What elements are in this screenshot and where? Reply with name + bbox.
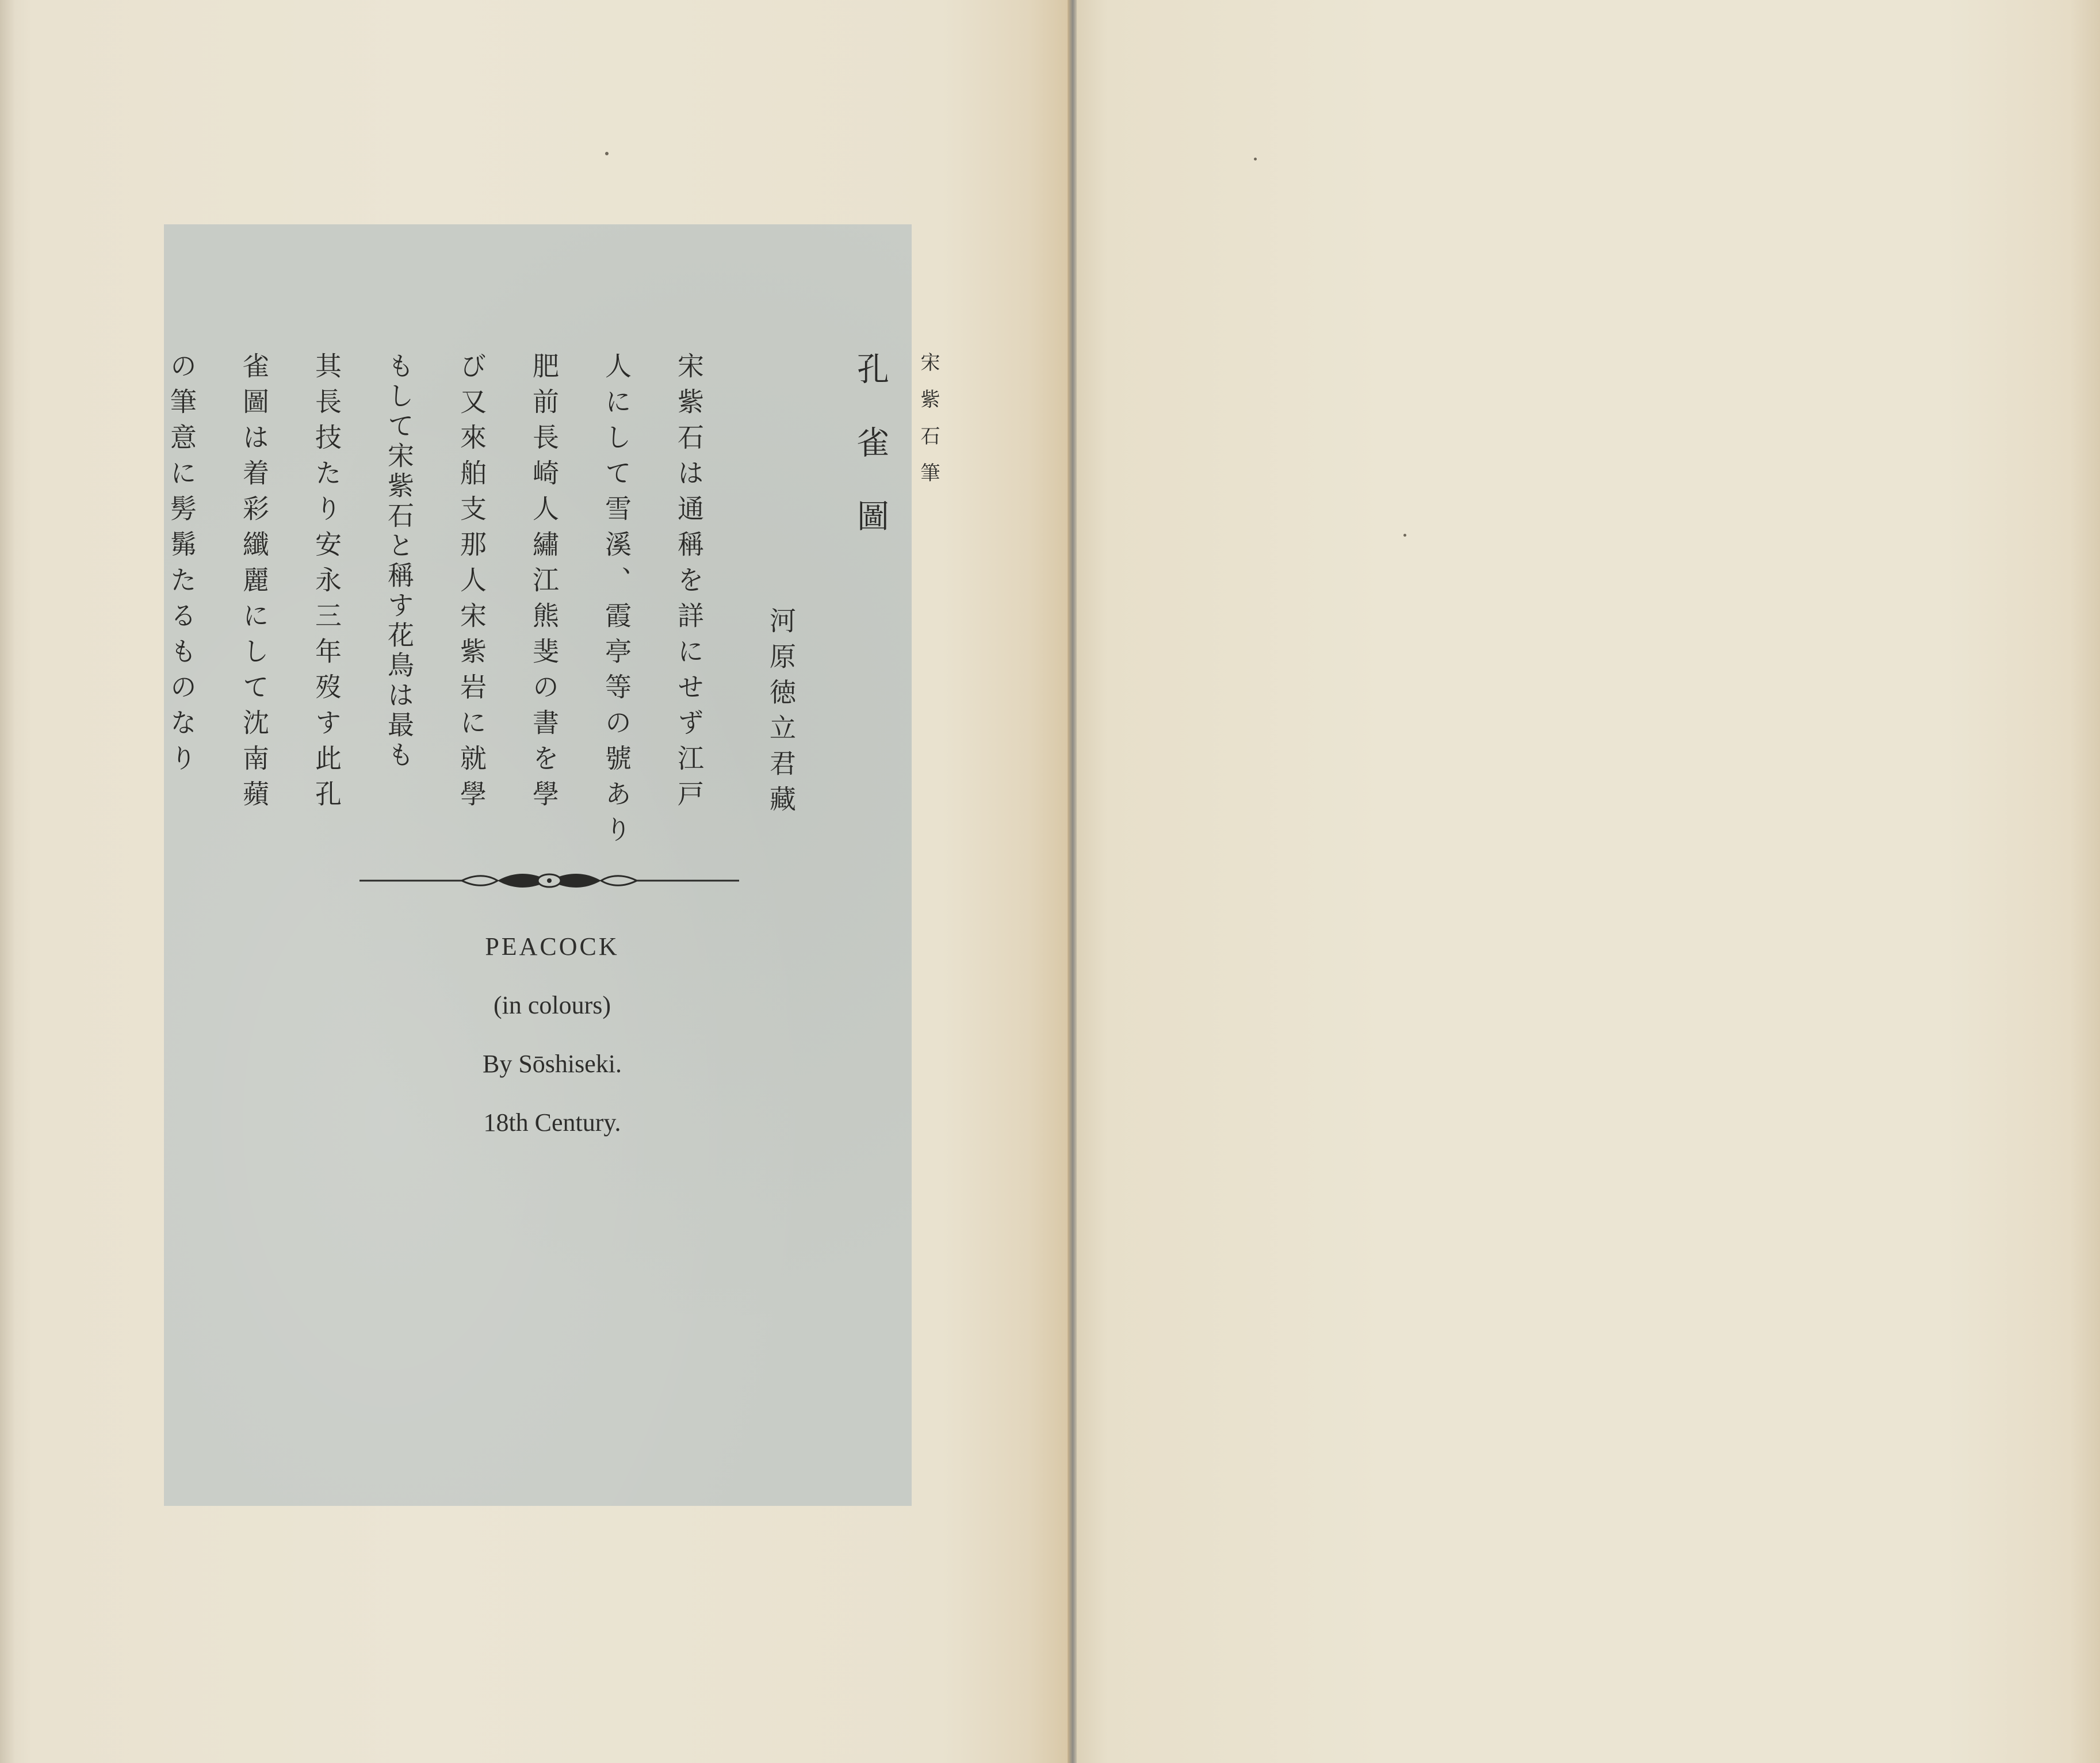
right-page-blank (1077, 0, 2100, 1763)
attribution-label: 宋紫石筆 (917, 352, 940, 499)
paper-speck (605, 152, 609, 155)
paper-speck (1403, 534, 1406, 537)
text-column: の筆意に髣髴たるものなり (166, 352, 197, 780)
text-column: 人にして雪溪、霞亭等の號あり (601, 352, 632, 851)
page-edge (0, 0, 15, 1763)
caption-date: 18th Century. (483, 1108, 621, 1137)
caption-title: PEACOCK (485, 932, 619, 961)
ornamental-divider (359, 867, 739, 894)
caption-artist: By Sōshiseki. (482, 1050, 622, 1078)
plate-title: 孔雀圖 (852, 352, 889, 573)
caption-medium: (in colours) (493, 991, 611, 1019)
paper-speck (1254, 158, 1257, 160)
text-column: 雀圖は着彩纖麗にして沈南蘋 (239, 352, 270, 816)
text-column: 其長技たり安永三年歿す此孔 (311, 352, 342, 816)
text-column: もして宋紫石と稱す花鳥は最も (384, 352, 415, 771)
text-column: び又來舶支那人宋紫岩に就學 (456, 352, 487, 816)
text-column: 宋紫石は通稱を詳にせず江戸 (674, 352, 705, 816)
owner-line: 河原徳立君藏 (766, 607, 797, 821)
text-column: 肥前長崎人繡江熊斐の書を學 (529, 352, 560, 816)
